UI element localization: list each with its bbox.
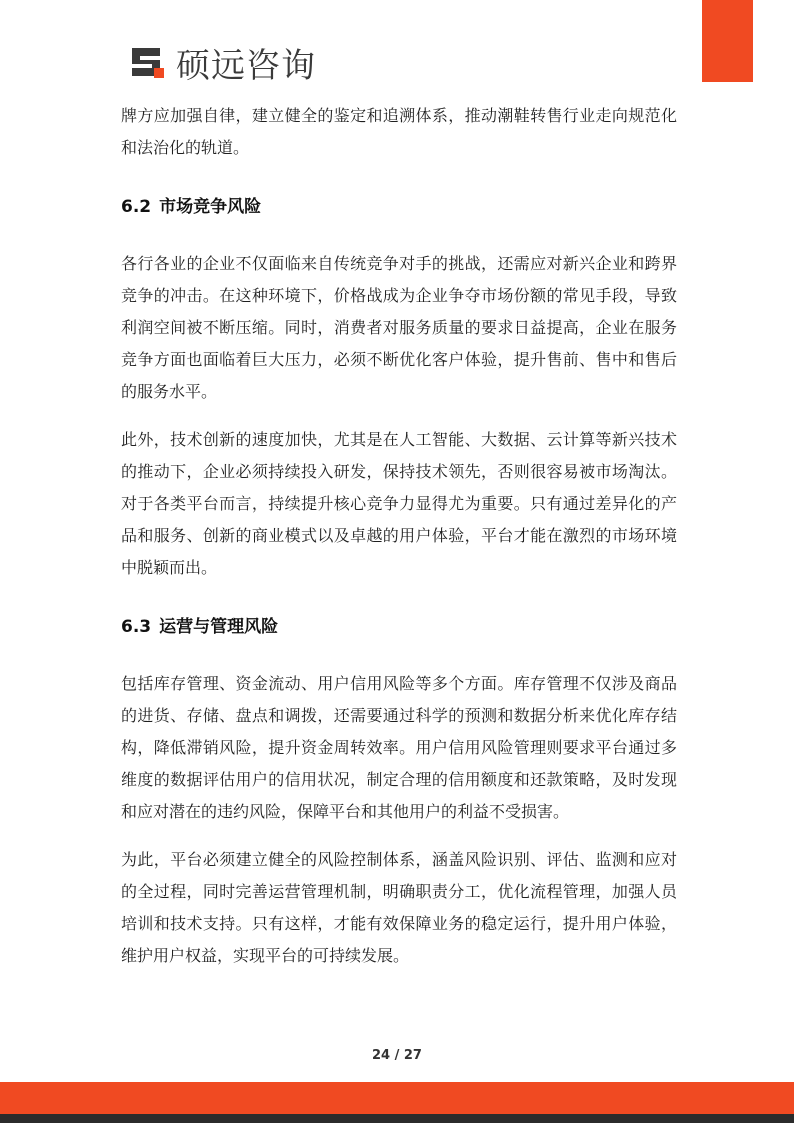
s-block-logo-icon xyxy=(128,42,168,82)
section-title: 运营与管理风险 xyxy=(159,617,279,637)
brand-name: 硕远咨询 xyxy=(176,45,316,86)
section-number: 6.2 xyxy=(121,197,152,217)
section-number: 6.3 xyxy=(121,617,152,637)
corner-accent-tab xyxy=(702,0,753,82)
paragraph: 此外，技术创新的速度加快，尤其是在人工智能、大数据、云计算等新兴技术的推动下，企业必须持续投入研发，保持技术领先，否则很容易被市场淘汰。对于各类平台而言，持续提升核心竞争力显得尤为重要。只有通过差异化的产品和服务、创新的商业模式以及卓越的用户体验，平台才能在激烈的市场环境中脱颖而出。 xyxy=(121,430,677,577)
paragraph: 为此，平台必须建立健全的风险控制体系，涵盖风险识别、评估、监测和应对的全过程，同时完善运营管理机制，明确职责分工，优化流程管理，加强人员培训和技术支持。只有这样，才能有效保障业务的稳定运行，提升用户体验，维护用户权益，实现平台的可持续发展。 xyxy=(121,850,677,965)
document-body xyxy=(121,100,677,972)
page-number: 24 / 27 xyxy=(372,1048,422,1063)
footer-dark-strip xyxy=(0,1114,794,1123)
paragraph: 各行各业的企业不仅面临来自传统竞争对手的挑战，还需应对新兴企业和跨界竞争的冲击。在这种环境下，价格战成为企业争夺市场份额的常见手段，导致利润空间被不断压缩。同时，消费者对服务质量的要求日益提高，企业在服务竞争方面也面临着巨大压力，必须不断优化客户体验，提升售前、售中和售后的服务水平。 xyxy=(121,254,677,401)
section-heading-6-3 xyxy=(121,614,677,640)
header xyxy=(128,40,316,84)
intro-paragraph: 牌方应加强自律，建立健全的鉴定和追溯体系，推动潮鞋转售行业走向规范化和法治化的轨道。 xyxy=(121,106,677,157)
section-heading-6-2 xyxy=(121,194,677,220)
section-title: 市场竞争风险 xyxy=(159,197,262,217)
footer-accent-band xyxy=(0,1082,794,1114)
paragraph: 包括库存管理、资金流动、用户信用风险等多个方面。库存管理不仅涉及商品的进货、存储、盘点和调拨，还需要通过科学的预测和数据分析来优化库存结构，降低滞销风险，提升资金周转效率。用户信用风险管理则要求平台通过多维度的数据评估用户的信用状况，制定合理的信用额度和还款策略，及时发现和应对潜在的违约风险，保障平台和其他用户的利益不受损害。 xyxy=(121,674,677,821)
